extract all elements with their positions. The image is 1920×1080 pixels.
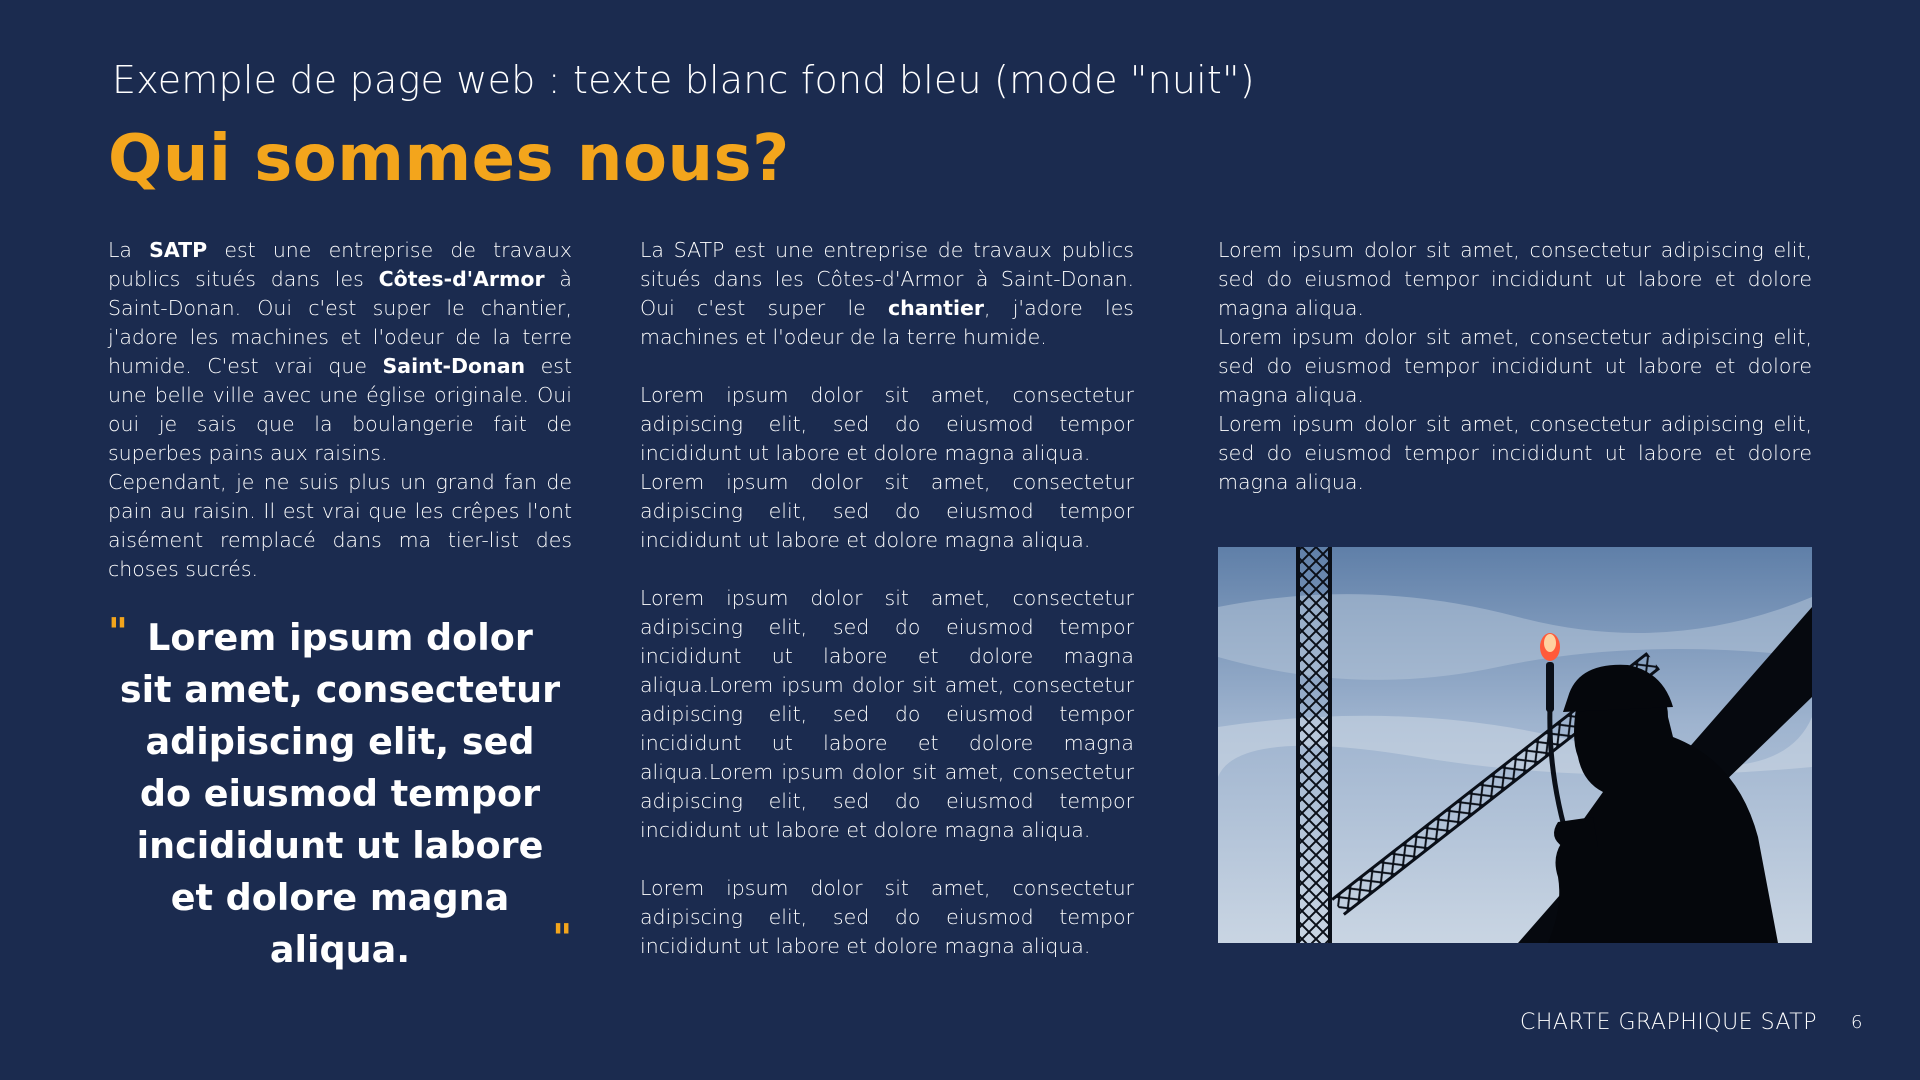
construction-worker-photo [1218,547,1812,943]
text-column-2 [640,236,1134,961]
column-2-paragraph-1: La SATP est une entreprise de travaux publics situés dans les Côtes-d'Armor à Saint-Donan. Oui c'est super le chantier, j'adore les machines et l'odeur de la terre humide. [640,238,1134,349]
column-3-paragraph-2: Lorem ipsum dolor sit amet, consectetur adipiscing elit, sed do eiusmod tempor incididunt ut labore et dolore magna aliqua. [1218,325,1812,407]
page-number: 6 [1851,1012,1863,1033]
footer-label: CHARTE GRAPHIQUE SATP [1520,1010,1817,1035]
page-subtitle: Exemple de page web : texte blanc fond bleu (mode "nuit") [112,58,1255,102]
pull-quote [108,612,572,976]
column-2-paragraph-5: Lorem ipsum dolor sit amet, consectetur adipiscing elit, sed do eiusmod tempor incididunt ut labore et dolore magna aliqua. [640,876,1134,958]
column-3-paragraph-1: Lorem ipsum dolor sit amet, consectetur adipiscing elit, sed do eiusmod tempor incididunt ut labore et dolore magna aliqua. [1218,238,1812,320]
text-column-3 [1218,236,1812,497]
close-quote-mark: " [552,916,572,960]
pull-quote-text: Lorem ipsum dolor sit amet, consectetur adipiscing elit, sed do eiusmod tempor incididunt ut labore et dolore magna aliqua. [119,616,561,971]
column-2-paragraph-3: Lorem ipsum dolor sit amet, consectetur adipiscing elit, sed do eiusmod tempor incididunt ut labore et dolore magna aliqua. [640,470,1134,552]
column-3-paragraph-3: Lorem ipsum dolor sit amet, consectetur adipiscing elit, sed do eiusmod tempor incididunt ut labore et dolore magna aliqua. [1218,412,1812,494]
column-2-paragraph-2: Lorem ipsum dolor sit amet, consectetur adipiscing elit, sed do eiusmod tempor incididunt ut labore et dolore magna aliqua. [640,383,1134,465]
page-title: Qui sommes nous? [108,122,790,196]
open-quote-mark: " [108,610,128,654]
column-1-paragraph-2: Cependant, je ne suis plus un grand fan de pain au raisin. Il est vrai que les crêpes l'ont aisément remplacé dans ma tier-list des choses sucrés. [108,470,572,581]
text-column-1 [108,236,572,584]
column-2-paragraph-4: Lorem ipsum dolor sit amet, consectetur adipiscing elit, sed do eiusmod tempor incididunt ut labore et dolore magna aliqua.Lorem ipsum dolor sit amet, consectetur adipiscing elit, sed do eiusmod tempor incididunt ut labore et dolore magna aliqua.Lorem ipsum dolor sit amet, consectetur adipiscing elit, sed do eiusmod tempor incididunt ut labore et dolore magna aliqua. [640,586,1134,842]
column-1-paragraph-1: La SATP est une entreprise de travaux publics situés dans les Côtes-d'Armor à Saint-Donan. Oui c'est super le chantier, j'adore les machines et l'odeur de la terre humide. C'est vrai que Saint-Donan est une belle ville avec une église originale. Oui oui je sais que la boulangerie fait de superbes pains aux raisins. [108,238,572,465]
